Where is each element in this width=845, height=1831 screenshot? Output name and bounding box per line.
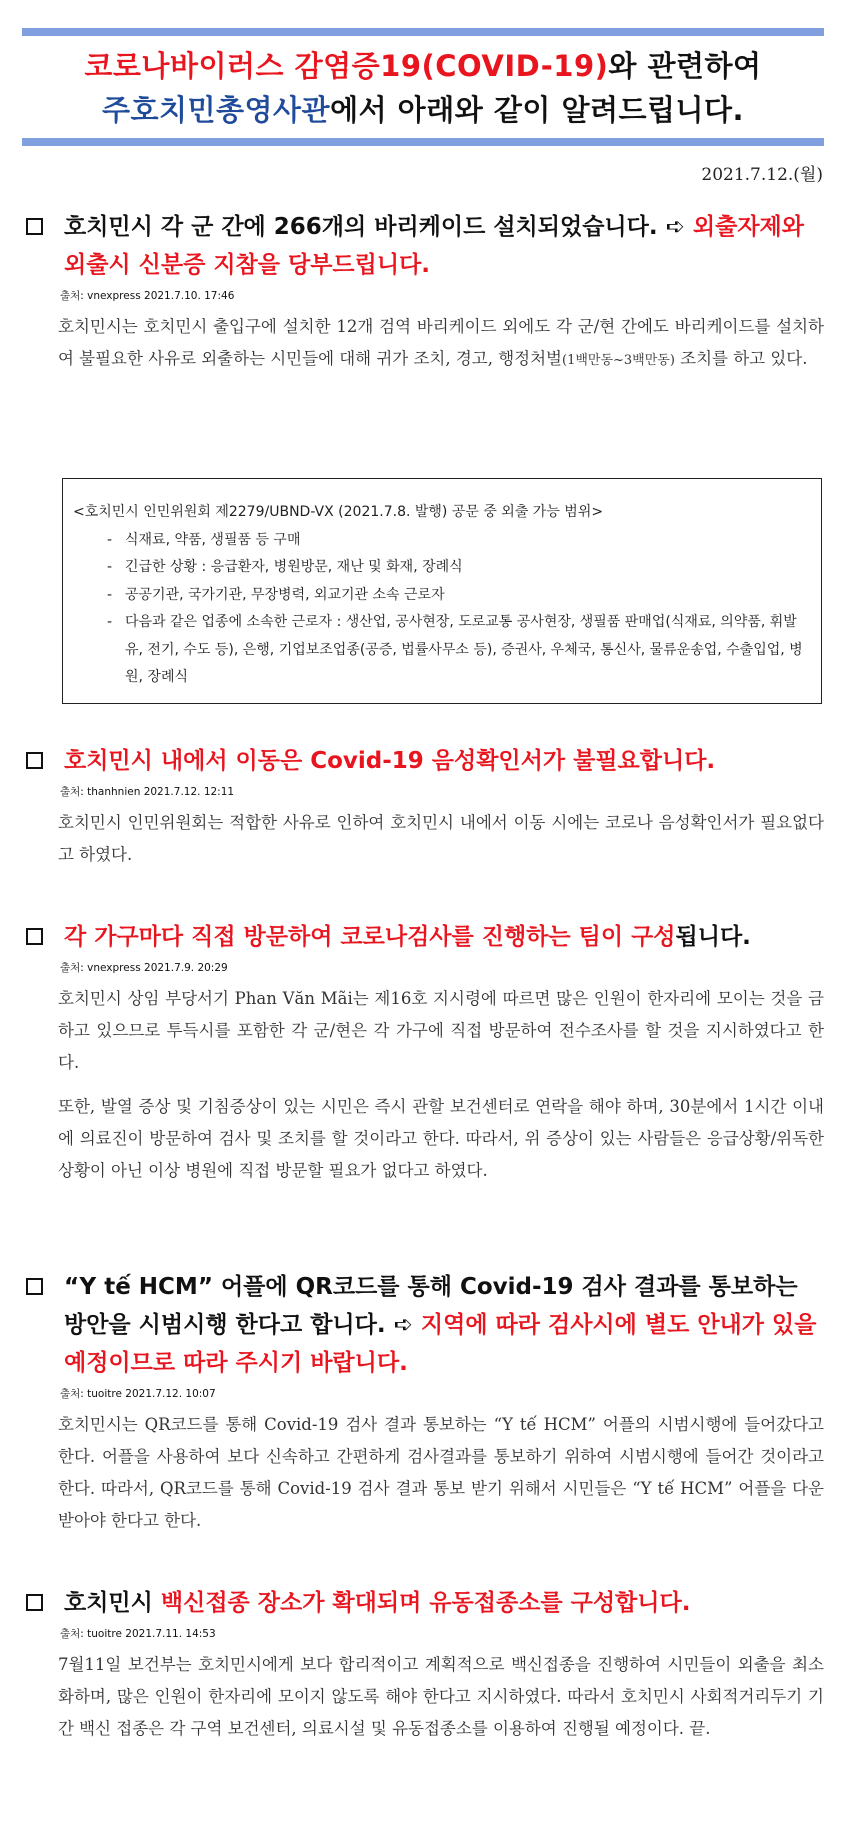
section-title-red: 호치민시 내에서 이동은 Covid-19 음성확인서가 불필요합니다. xyxy=(64,748,716,774)
section-barricades xyxy=(22,208,824,377)
header-top-rule xyxy=(22,28,824,36)
paragraph-text-end: 조치를 하고 있다. xyxy=(674,349,808,368)
checkbox-bullet-icon xyxy=(26,928,43,945)
section-paragraph: 7월11일 보건부는 호치민시에게 보다 합리적이고 계획적으로 백신접종을 진행하여 시민들이 외출을 최소화하며, 많은 인원이 한자리에 모이지 않도록 해야 한다고 지시하였다. 따라서 호치민시 사회적거리두기 기간 백신 접종은 각 구역 보건센터, 의료시설 및 유동접종소를 이용하여 진행될 예정이다. 끝. xyxy=(58,1655,824,1738)
notice-box xyxy=(62,478,822,704)
notice-title: <호치민시 인민위원회 제2279/UBND-VX (2021.7.8. 발행) 공문 중 외출 가능 범위> xyxy=(73,504,604,520)
notice-item: - 다음과 같은 업종에 소속한 근로자 : 생산업, 공사현장, 도로교통 공사현장, 생필품 판매업(식재료, 의약품, 휘발유, 전기, 수도 등), 은행, 기업보조업종(공증, 법률사무소 등), 증권사, 우체국, 통신사, 물류운송업, 수출입업, 병원, 장례식 xyxy=(107,609,803,692)
section-paragraph xyxy=(58,311,824,377)
section-title xyxy=(22,208,824,284)
section-title xyxy=(22,918,824,956)
header-line2-black: 에서 아래와 같이 알려드립니다. xyxy=(330,93,745,127)
checkbox-bullet-icon xyxy=(26,1594,43,1611)
section-source: 출처: tuoitre 2021.7.12. 10:07 xyxy=(60,1388,216,1400)
section-source: 출처: thanhnien 2021.7.12. 12:11 xyxy=(60,786,235,798)
header-banner xyxy=(22,44,824,132)
section-home-testing-teams xyxy=(22,918,824,1187)
section-source: 출처: vnexpress 2021.7.10. 17:46 xyxy=(60,290,235,302)
section-paragraph: 또한, 발열 증상 및 기침증상이 있는 시민은 즉시 관할 보건센터로 연락을 해야 하며, 30분에서 1시간 이내에 의료진이 방문하여 검사 및 조치를 할 것이라고 한다. 따라서, 위 증상이 있는 사람들은 응급상황/위독한 상황이 아닌 이상 병원에 직접 방문할 필요가 없다고 하였다. xyxy=(58,1097,824,1180)
section-title-red: 각 가구마다 직접 방문하여 코로나검사를 진행하는 팀이 구성 xyxy=(64,924,676,950)
document-date: 2021.7.12.(월) xyxy=(701,165,823,185)
section-title-red: 외출자제와 외출시 신분증 지참을 당부드립니다. xyxy=(64,214,804,278)
section-qr-app xyxy=(22,1268,824,1537)
section-title-red: 지역에 따라 검사시에 별도 안내가 있을 예정이므로 따라 주시기 바랍니다. xyxy=(64,1312,817,1376)
section-title-black: 됩니다. xyxy=(675,924,751,950)
section-paragraph: 호치민시 상임 부당서기 Phan Văn Mãi는 제16호 지시령에 따르면 많은 인원이 한자리에 모이는 것을 금하고 있으므로 투득시를 포함한 각 군/현은 각 가구에 직접 방문하여 전수조사를 할 것을 지시하였다고 한다. xyxy=(58,989,824,1072)
header-line-1 xyxy=(22,44,824,88)
checkbox-bullet-icon xyxy=(26,218,43,235)
section-paragraph: 호치민시 인민위원회는 적합한 사유로 인하여 호치민시 내에서 이동 시에는 코로나 음성확인서가 필요없다고 하였다. xyxy=(58,813,824,864)
section-source: 출처: vnexpress 2021.7.9. 20:29 xyxy=(60,962,228,974)
header-line1-black: 와 관련하여 xyxy=(608,49,762,83)
section-title-black: 호치민시 각 군 간에 266개의 바리케이드 설치되었습니다. ➪ xyxy=(64,214,685,240)
header-line2-blue: 주호치민총영사관 xyxy=(101,93,331,127)
header-bottom-rule xyxy=(22,138,824,146)
notice-item: - 긴급한 상황 : 응급환자, 병원방문, 재난 및 화재, 장례식 xyxy=(107,554,803,582)
header-line1-red: 코로나바이러스 감염증19(COVID-19) xyxy=(84,49,609,83)
section-title-red: 백신접종 장소가 확대되며 유동접종소를 구성합니다. xyxy=(160,1590,691,1616)
notice-list xyxy=(73,527,803,692)
header-line-2 xyxy=(22,88,824,132)
section-title-black: “Y tế HCM” 어플에 QR코드를 통해 Covid-19 검사 결과를 통보하는 방안을 시범시행 한다고 합니다. ➪ xyxy=(64,1274,798,1338)
section-title xyxy=(22,1268,824,1382)
checkbox-bullet-icon xyxy=(26,1278,43,1295)
notice-item: - 공공기관, 국가기관, 무장병력, 외교기관 소속 근로자 xyxy=(107,582,803,610)
paragraph-text: 호치민시는 호치민시 출입구에 설치한 12개 검역 바리케이드 외에도 각 군/현 간에도 바리케이드를 설치하여 불필요한 사유로 외출하는 시민들에 대해 귀가 조치, 경고, 행정처벌 xyxy=(58,317,824,368)
section-title xyxy=(22,1584,824,1622)
section-no-test-certificate xyxy=(22,742,824,871)
section-paragraph: 호치민시는 QR코드를 통해 Covid-19 검사 결과 통보하는 “Y tế HCM” 어플의 시범시행에 들어갔다고 한다. 어플을 사용하여 보다 신속하고 간편하게 검사결과를 통보하기 위하여 시범시행에 들어간 것이라고 한다. 따라서, QR코드를 통해 Covid-19 검사 결과 통보 받기 위해서 시민들은 “Y tế HCM” 어플을 다운 받아야 한다고 한다. xyxy=(58,1415,824,1530)
section-vaccination xyxy=(22,1584,824,1745)
notice-item: - 식재료, 약품, 생필품 등 구매 xyxy=(107,527,803,555)
paragraph-fine-print: (1백만동~3백만동) xyxy=(562,353,675,368)
section-title-black: 호치민시 xyxy=(64,1590,153,1616)
checkbox-bullet-icon xyxy=(26,752,43,769)
section-source: 출처: tuoitre 2021.7.11. 14:53 xyxy=(60,1628,216,1640)
section-title xyxy=(22,742,824,780)
